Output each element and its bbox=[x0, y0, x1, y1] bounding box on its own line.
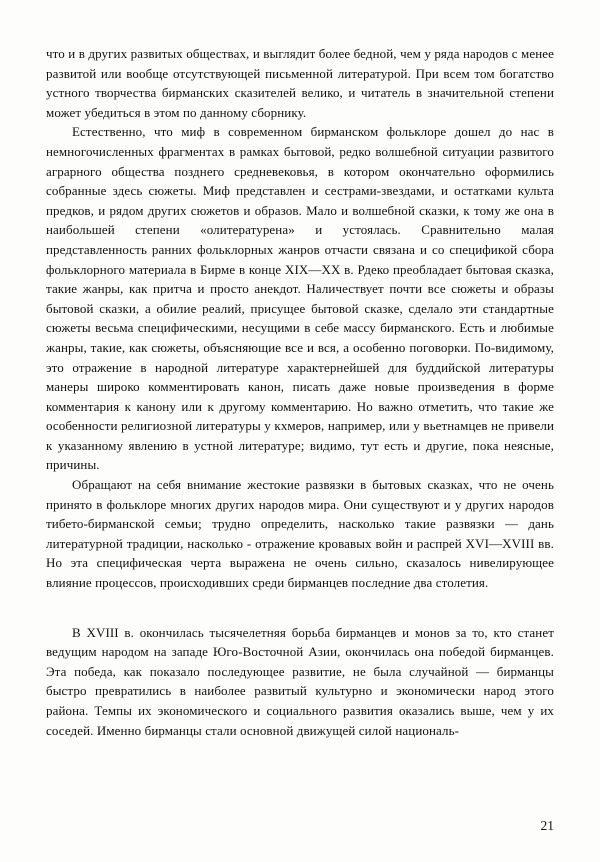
page-body bbox=[46, 44, 554, 740]
paragraph-3: Обращают на себя внимание жестокие развязки в бытовых сказках, что не очень принято в фольклоре многих других народов мира. Они существуют и у других народов тибето-бирманской семьи; трудно определить, насколько такие развязки — дань литературной традиции, насколько - отражение кровавых войн и распрей XVI—XVIII вв. Но эта специфическая черта выражена не очень сильно, сказалось нивелирующее влияние процессов, происходивших среди бирманцев последние два столетия. bbox=[46, 477, 554, 591]
paragraph-1: что и в других развитых обществах, и выглядит более бедной, чем у ряда народов с менее развитой или вообще отсутствующей письменной литературой. При всем том богатство устного творчества бирманских сказителей велико, и читатель в значительной степени может убедиться в этом по данному сборнику. bbox=[46, 46, 554, 120]
paragraph-2: Естественно, что миф в современном бирманском фольклоре дошел до нас в немногочисленных фрагментах в рамках бытовой, редко волшебной ситуации развитого аграрного общества позднего средневековья, в котором окончательно оформились собранные здесь сюжеты. Миф представлен и сестрами-звездами, и остатками культа предков, и рядом других сюжетов и образов. Мало и волшебной сказки, к тому же она в наибольшей степени «олитературена» и устоялась. Сравнительно малая представленность ранних фольклорных жанров отчасти связана и со спецификой сбора фольклорного материала в Бирме в конце XIX—XX в. Рдеко преобладает бытовая сказка, такие жанры, как притча и просто анекдот. Наличествует почти все сюжеты и образы бытовой сказки, а обилие реалий, присущее бытовой сказке, сделало эти стандартные сюжеты весьма специфическими, несущими в себе массу бирманского. Есть и любимые жанры, такие, как сюжеты, объясняющие все и вся, а особенно поговорки. По-видимому, это отражение в народной литературе характернейшей для буддийской литературы манеры широко комментировать канон, писать даже новые произведения в форме комментария к канону или к другому комментарию. Но важно отметить, что такие же особенности религиозной литературы у кхмеров, например, или у вьетнамцев не привели к указанному явлению в устной литературе; видимо, тут есть и другие, пока неясные, причины. bbox=[46, 124, 554, 473]
paragraph-4: В XVIII в. окончилась тысячелетняя борьба бирманцев и монов за то, кто станет ведущим народом на западе Юго-Восточной Азии, окончилась она победой бирманцев. Эта победа, как показало последующее развитие, не была случайной — бирманцы быстро превратились в наиболее развитый культурно и экономически народ этого района. Темпы их экономического и социального развития оказались выше, чем у их соседей. Именно бирманцы стали основной движущей силой националь- bbox=[46, 624, 554, 738]
section-separator bbox=[46, 593, 554, 623]
page-number: 21 bbox=[540, 818, 554, 833]
